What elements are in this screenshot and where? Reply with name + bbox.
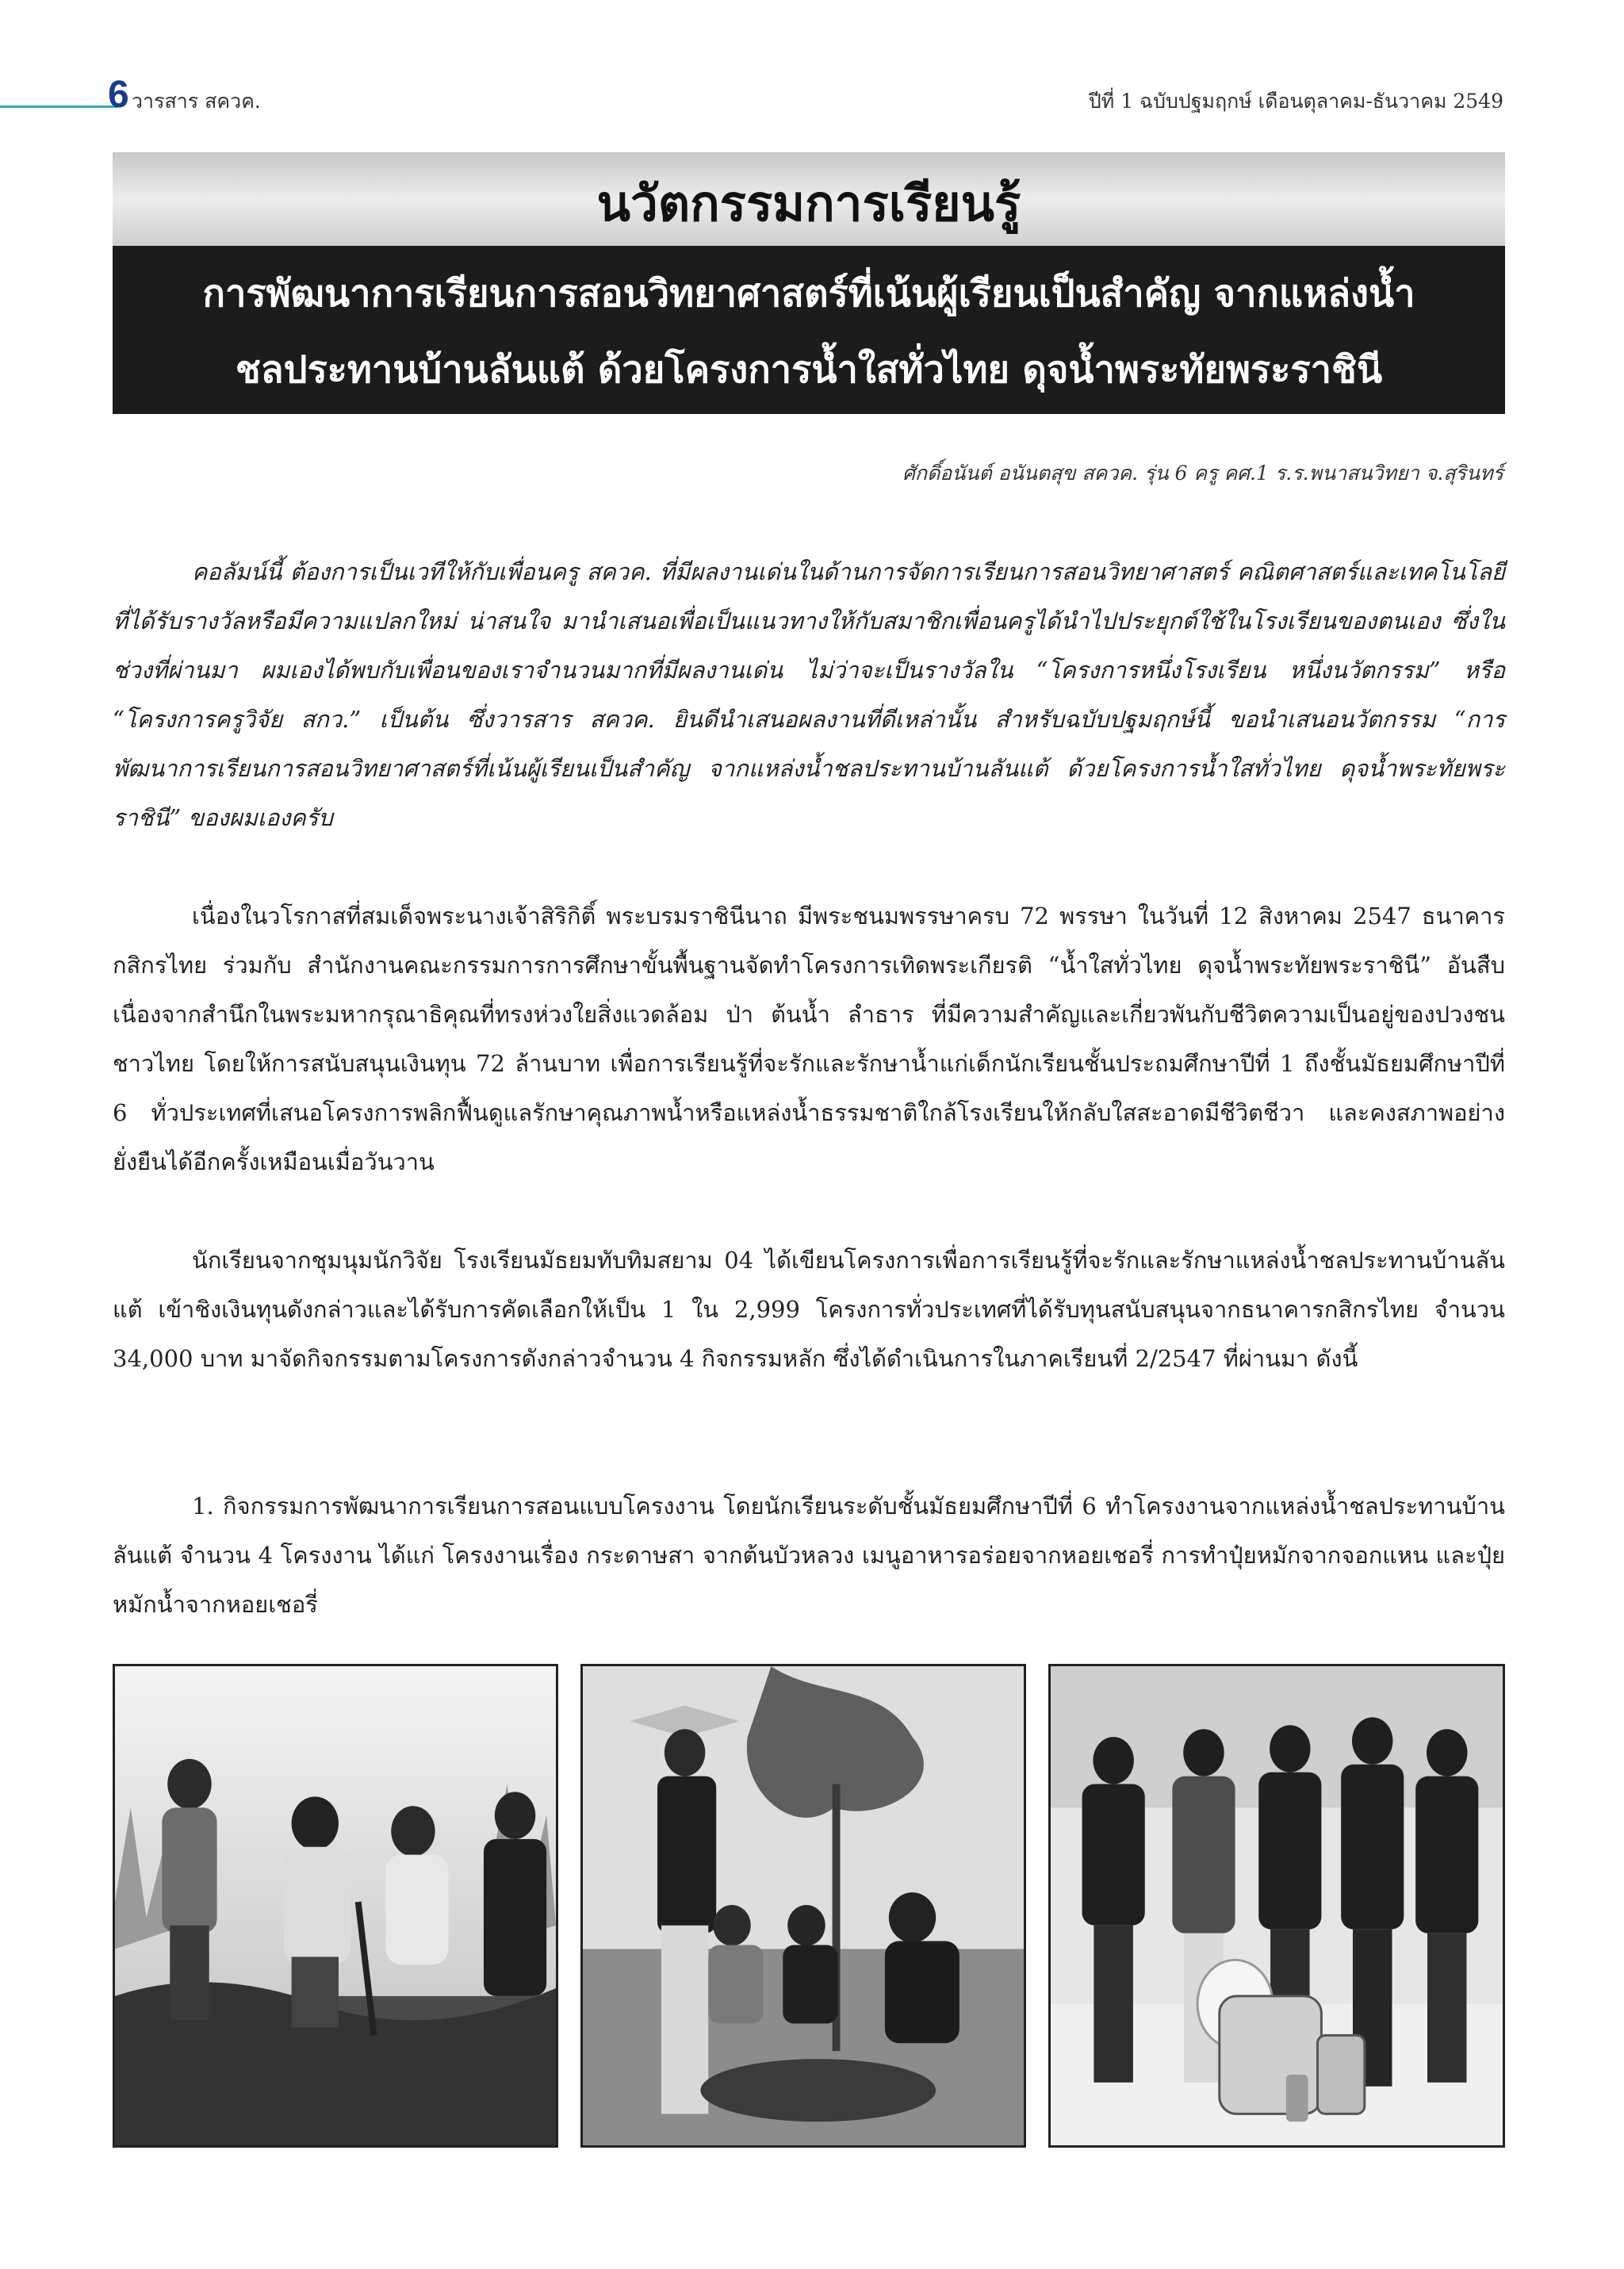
- photo-students-with-containers: [1048, 1664, 1505, 2148]
- intro-text: คอลัมน์นี้ ต้องการเป็นเวทีให้กับเพื่อนครู สควค. ที่มีผลงานเด่นในด้านการจัดการเรียนการสอนวิทยาศาสตร์ คณิตศาสตร์และเทคโนโลยี ที่ได้รับรางวัลหรือมีความแปลกใหม่ น่าสนใจ มานำเสนอเพื่อเป็นแนวทางให้กับสมาชิกเพื่อนครูได้นำไปประยุกต์ใช้ในโรงเรียนของตนเอง ซึ่งในช่วงที่ผ่านมา ผมเองได้พบกับเพื่อนของเราจำนวนมากที่มีผลงานเด่น ไม่ว่าจะเป็นรางวัลใน “โครงการหนึ่งโรงเรียน หนึ่งนวัตกรรม” หรือ “โครงการครูวิจัย สกว.” เป็นต้น ซึ่งวารสาร สควค. ยินดีนำเสนอผลงานที่ดีเหล่านั้น สำหรับฉบับปฐมฤกษ์นี้ ขอนำเสนอนวัตกรรม “การพัฒนาการเรียนการสอนวิทยาศาสตร์ที่เน้นผู้เรียนเป็นสำคัญ จากแหล่งน้ำชลประทานบ้านลันแต้ ด้วยโครงการน้ำใสทั่วไทย ดุจน้ำพระทัยพระราชินี” ของผมเองครับ: [113, 558, 1505, 831]
- photo-students-planting: [580, 1664, 1026, 2148]
- issue-info: ปีที่ 1 ฉบับปฐมฤกษ์ เดือนตุลาคม-ธันวาคม 2549: [1088, 90, 1503, 113]
- author-byline: ศักดิ์อนันต์ อนันตสุข สควค. รุ่น 6 ครู คศ.1 ร.ร.พนาสนวิทยา จ.สุรินทร์: [902, 462, 1503, 485]
- headline-line-1: การพัฒนาการเรียนการสอนวิทยาศาสตร์ที่เน้นผู้เรียนเป็นสำคัญ จากแหล่งน้ำ: [202, 272, 1415, 316]
- body-text-1: เนื่องในวโรกาสที่สมเด็จพระนางเจ้าสิริกิติ์ พระบรมราชินีนาถ มีพระชนมพรรษาครบ 72 พรรษา ในวันที่ 12 สิงหาคม 2547 ธนาคารกสิกรไทย ร่วมกับ สำนักงานคณะกรรมการการศึกษาขั้นพื้นฐานจัดทำโครงการเทิดพระเกียรติ “น้ำใสทั่วไทย ดุจน้ำพระทัยพระราชินี” อันสืบเนื่องจากสำนึกในพระมหากรุณาธิคุณที่ทรงห่วงใยสิ่งแวดล้อม ป่า ต้นน้ำ ลำธาร ที่มีความสำคัญและเกี่ยวพันกับชีวิตความเป็นอยู่ของปวงชนชาวไทย โดยให้การสนับสนุนเงินทุน 72 ล้านบาท เพื่อการเรียนรู้ที่จะรักและรักษาน้ำแก่เด็กนักเรียนชั้นประถมศึกษาปีที่ 1 ถึงชั้นมัธยมศึกษาปีที่ 6 ทั่วประเทศที่เสนอโครงการพลิกฟื้นดูแลรักษาคุณภาพน้ำหรือแหล่งน้ำธรรมชาติใกล้โรงเรียนให้กลับใสสะอาดมีชีวิตชีวา และคงสภาพอย่างยั่งยืนได้อีกครั้งเหมือนเมื่อวันวาน: [113, 903, 1505, 1175]
- page-number: 6: [108, 74, 129, 116]
- body-paragraph-2: [113, 1236, 1505, 1383]
- photo-students-digging: [113, 1664, 558, 2148]
- section-title: นวัตกรรมการเรียนรู้: [596, 174, 1021, 232]
- header-rule: [0, 105, 117, 108]
- headline-line-2: ชลประทานบ้านลันแต้ ด้วยโครงการน้ำใสทั่วไทย ดุจน้ำพระทัยพระราชินี: [235, 348, 1383, 392]
- body-paragraph-1: [113, 891, 1505, 1186]
- body-paragraph-3: [113, 1481, 1505, 1629]
- intro-paragraph: [113, 547, 1505, 842]
- body-text-2: นักเรียนจากชุมนุมนักวิจัย โรงเรียนมัธยมทับทิมสยาม 04 ได้เขียนโครงการเพื่อการเรียนรู้ที่จะรักและรักษาแหล่งน้ำชลประทานบ้านลันแต้ เข้าชิงเงินทุนดังกล่าวและได้รับการคัดเลือกให้เป็น 1 ใน 2,999 โครงการทั่วประเทศที่ได้รับทุนสนับสนุนจากธนาคารกสิกรไทย จำนวน 34,000 บาท มาจัดกิจกรรมตามโครงการดังกล่าวจำนวน 4 กิจกรรมหลัก ซึ่งได้ดำเนินการในภาคเรียนที่ 2/2547 ที่ผ่านมา ดังนี้: [113, 1247, 1505, 1372]
- journal-name: วารสาร สควค.: [132, 90, 261, 113]
- body-text-3: 1. กิจกรรมการพัฒนาการเรียนการสอนแบบโครงงาน โดยนักเรียนระดับชั้นมัธยมศึกษาปีที่ 6 ทำโครงงานจากแหล่งน้ำชลประทานบ้านลันแต้ จำนวน 4 โครงงาน ได้แก่ โครงงานเรื่อง กระดาษสา จากต้นบัวหลวง เมนูอาหารอร่อยจากหอยเชอรี่ การทำปุ๋ยหมักจากจอกแหน และปุ๋ยหมักน้ำจากหอยเชอรี่: [113, 1493, 1505, 1618]
